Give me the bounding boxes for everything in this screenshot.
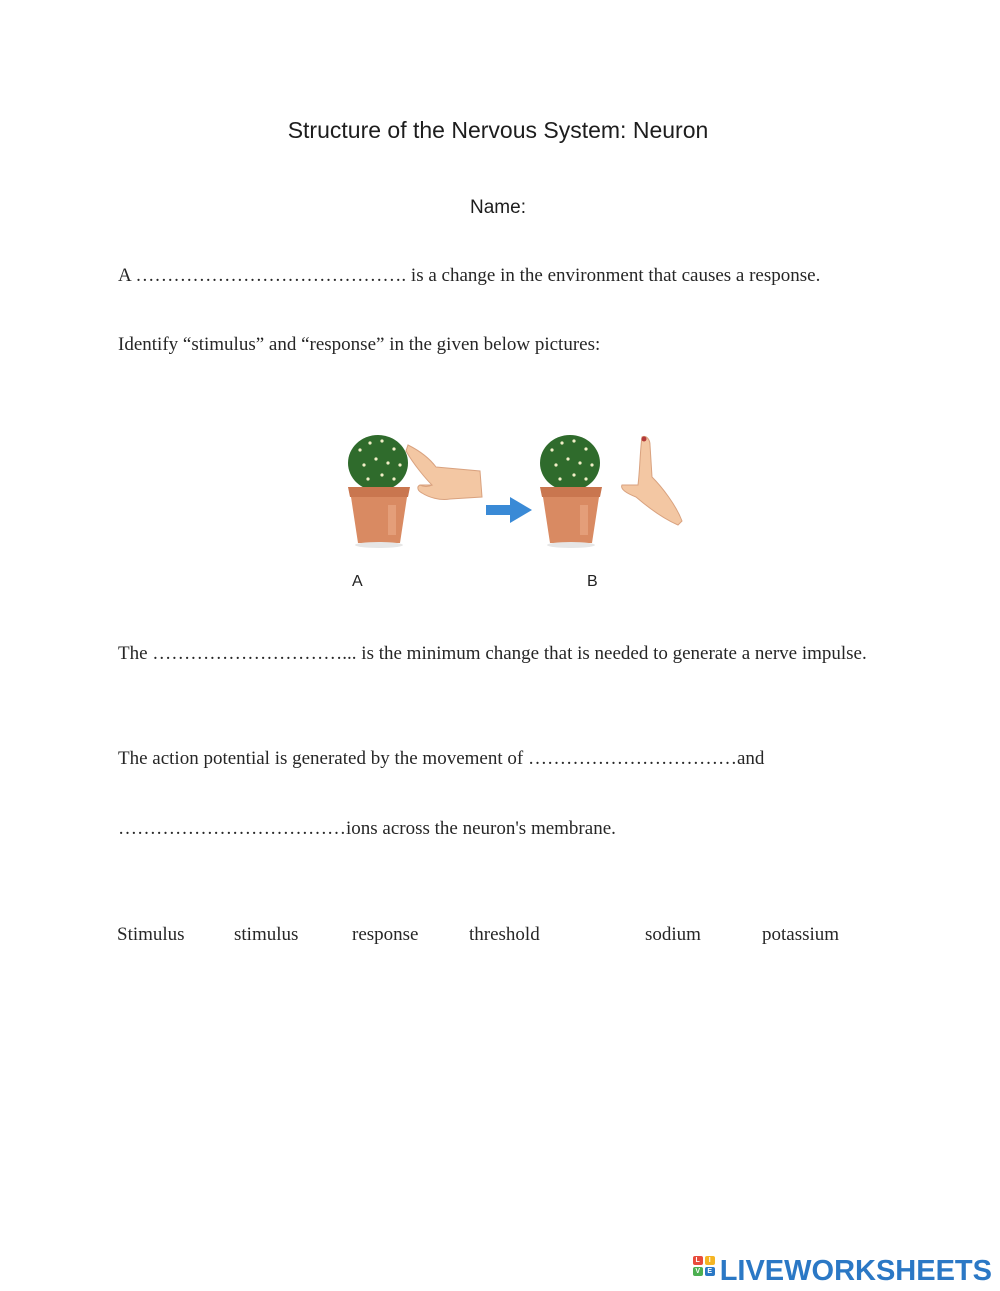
liveworksheets-brand-text: LIVEWORKSHEETS bbox=[719, 1254, 992, 1287]
word-bank-item[interactable]: threshold bbox=[469, 924, 540, 945]
hand-pulled-back-icon bbox=[622, 436, 682, 525]
word-bank-item[interactable]: stimulus bbox=[234, 924, 299, 945]
word-bank-item[interactable]: potassium bbox=[762, 924, 840, 945]
liveworksheets-logo[interactable] bbox=[693, 1253, 992, 1289]
figure-label-b: B bbox=[587, 573, 598, 590]
figure-label-a: A bbox=[352, 573, 363, 590]
sentence-threshold-definition: The …………………………... is the minimum change that is needed to generate a nerve impulse. bbox=[118, 643, 867, 664]
cactus-b-icon bbox=[540, 435, 602, 548]
cactus-touch-illustration bbox=[340, 425, 690, 555]
cactus-figure-svg bbox=[340, 425, 690, 555]
instruction-text: Identify “stimulus” and “response” in the given below pictures: bbox=[118, 334, 601, 355]
cactus-a-icon bbox=[348, 435, 410, 548]
name-label: Name: bbox=[470, 197, 526, 218]
arrow-right-icon bbox=[486, 497, 532, 523]
liveworksheets-mark-icon: L I V E bbox=[693, 1256, 717, 1286]
word-bank-item[interactable]: Stimulus bbox=[117, 924, 185, 945]
hand-touching-icon bbox=[406, 445, 482, 500]
word-bank-item[interactable]: response bbox=[352, 924, 419, 945]
sentence-action-potential-part2: ………………………………ions across the neuron's membrane. bbox=[118, 818, 616, 839]
worksheet-title: Structure of the Nervous System: Neuron bbox=[287, 117, 709, 143]
sentence-action-potential-part1: The action potential is generated by the movement of ……………………………and bbox=[118, 748, 765, 769]
word-bank-item[interactable]: sodium bbox=[645, 924, 701, 945]
word-bank bbox=[0, 924, 1000, 954]
sentence-stimulus-definition: A ……………………………………. is a change in the environment that causes a response. bbox=[118, 265, 821, 286]
